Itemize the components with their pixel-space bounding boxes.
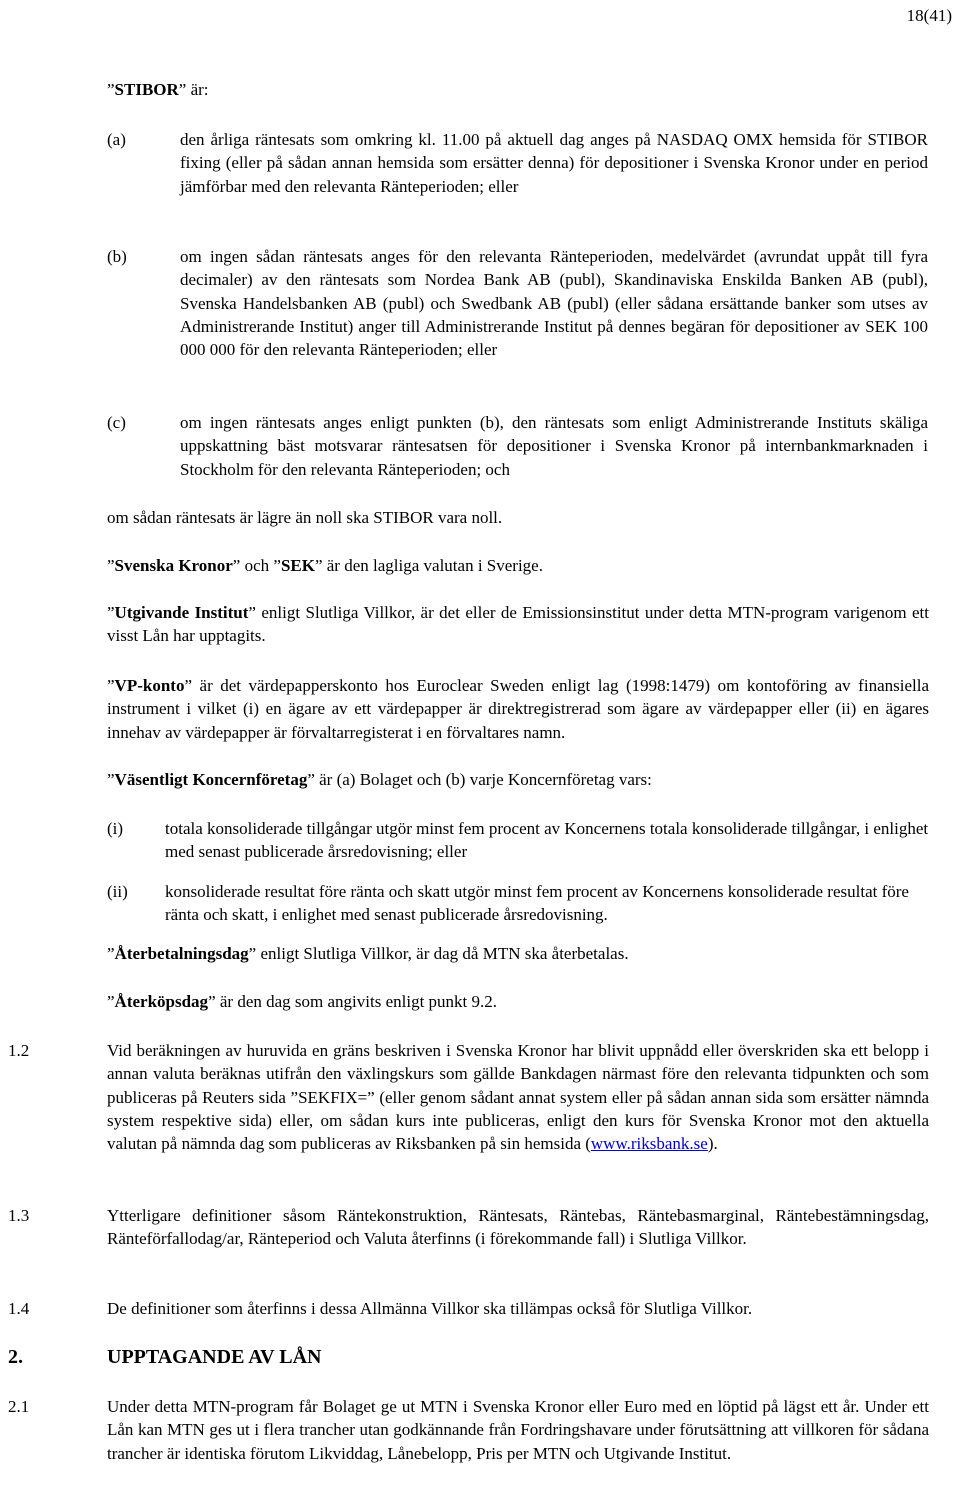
stibor-definition: ”STIBOR” är: [107,80,209,99]
aterkopsdag-term: Återköpsdag [114,992,209,1011]
svenska-kronor-and: och [240,556,274,575]
section-1-4-number: 1.4 [8,1299,30,1318]
aterbetalningsdag-rest: enligt Slutliga Villkor, är dag då MTN ska återbetalas. [256,944,629,963]
aterbetalningsdag-definition: ”Återbetalningsdag” enligt Slutliga Villkor, är dag då MTN ska återbetalas. [107,944,629,963]
stibor-item-c-label: (c) [107,413,126,432]
utgivande-institut-definition: ”Utgivande Institut” enligt Slutliga Villkor, är det eller de Emissionsinstitut under detta MTN-program varigenom ett visst Lån har upptagits. [107,603,929,646]
svenska-kronor-rest: är den lagliga valutan i Sverige. [322,556,543,575]
vp-konto-rest: är det värdepapperskonto hos Euroclear Sweden enligt lag (1998:1479) om kontoföring av finansiella instrument i vilket (i) en ägare av ett värdepapper är direktregistrerad som ägare av värdepapper eller (ii) en ägares innehav av värdepapper är förvaltarregisterat i en förvaltares namn. [107,676,929,742]
stibor-closing: om sådan räntesats är lägre än noll ska STIBOR vara noll. [107,508,503,527]
vasentligt-item-ii-text: konsoliderade resultat före ränta och skatt utgör minst fem procent av Koncernens konsoliderade resultat före ränta och skatt, i enlighet med senast publicerade årsredovisning. [165,882,909,925]
utgivande-institut-term: Utgivande Institut [114,603,249,622]
section-2-1-text: Under detta MTN-program får Bolaget ge ut MTN i Svenska Kronor eller Euro med en löptid på lägst ett år. Under ett Lån kan MTN ges ut i flera trancher utan godkännande från Fordringshavare under förutsättning att villkoren för sådana trancher är identiska förutom Likviddag, Lånebelopp, Pris per MTN och Utgivande Institut. [107,1397,929,1463]
stibor-item-b-label: (b) [107,247,127,266]
stibor-intro: är: [186,80,209,99]
section-1-3-text: Ytterligare definitioner såsom Räntekonstruktion, Räntesats, Räntebas, Räntebasmarginal, Räntebestämningsdag, Ränteförfallodag/ar, Ränteperiod och Valuta återfinns (i förekommande fall) i Slutliga Villkor. [107,1206,929,1249]
stibor-item-a-label: (a) [107,130,126,149]
stibor-item-c-text: om ingen räntesats anges enligt punkten (b), den räntesats som enligt Administrerande Instituts skäliga uppskattning bäst motsvarar räntesatsen för depositioner i Svenska Kronor på internbankmarknaden i Stockholm för den relevanta Ränteperioden; och [180,413,928,479]
section-1-2-number: 1.2 [8,1041,30,1060]
aterbetalningsdag-term: Återbetalningsdag [114,944,249,963]
stibor-item-a-text: den årliga räntesats som omkring kl. 11.00 på aktuell dag anges på NASDAQ OMX hemsida för STIBOR fixing (eller på sådan annan hemsida som ersätter denna) för depositioner i Svenska Kronor under en period jämförbar med den relevanta Ränteperioden; eller [180,130,928,196]
vasentligt-koncernforetag-rest: är (a) Bolaget och (b) varje Koncernföretag vars: [314,770,652,789]
riksbank-link[interactable]: www.riksbank.se [590,1134,708,1154]
stibor-term: STIBOR [114,80,179,99]
vasentligt-item-ii-label: (ii) [107,882,128,901]
sek-term: SEK [280,556,315,575]
vasentligt-koncernforetag-definition: ”Väsentligt Koncernföretag” är (a) Bolaget och (b) varje Koncernföretag vars: [107,770,652,789]
vasentligt-item-i-label: (i) [107,819,124,838]
vasentligt-koncernforetag-term: Väsentligt Koncernföretag [114,770,308,789]
vp-konto-term: VP-konto [114,676,185,695]
section-1-3-number: 1.3 [8,1206,30,1225]
aterkopsdag-definition: ”Återköpsdag” är den dag som angivits enligt punkt 9.2. [107,992,498,1011]
section-1-2-text [107,1039,929,1155]
aterkopsdag-rest: är den dag som angivits enligt punkt 9.2. [215,992,498,1011]
page-number: 18(41) [906,6,952,25]
section-1-2-body: Vid beräkningen av huruvida en gräns beskriven i Svenska Kronor har blivit uppnådd eller överskriden ska ett belopp i annan valuta beräknas utifrån den växlingskurs som gällde Bankdagen närmast före den relevanta tidpunkten och som publiceras på Reuters sida ”SEKFIX=” (eller genom sådant annat system eller på sådan annan sida som ersätter nämnda system respektive sida) eller, om sådan kurs inte publiceras, enligt den kurs för Svenska Kronor mot den aktuella valutan på nämnda dag som publiceras av Riksbanken på sin hemsida ( [107,1041,929,1154]
vp-konto-definition: ”VP-konto” är det värdepapperskonto hos Euroclear Sweden enligt lag (1998:1479) om kontoföring av finansiella instrument i vilket (i) en ägare av ett värdepapper är direktregistrerad som ägare av värdepapper eller (ii) en ägares innehav av värdepapper är förvaltarregisterat i en förvaltares namn. [107,676,929,742]
svenska-kronor-term: Svenska Kronor [114,556,233,575]
svenska-kronor-definition: ”Svenska Kronor” och ”SEK” är den lagliga valutan i Sverige. [107,556,543,575]
heading-2-title: UPPTAGANDE AV LÅN [107,1346,322,1368]
heading-2-number: 2. [8,1346,23,1368]
stibor-item-b-text: om ingen sådan räntesats anges för den relevanta Ränteperioden, medelvärdet (avrundat uppåt till fyra decimaler) av den räntesats som Nordea Bank AB (publ), Skandinaviska Enskilda Banken AB (publ), Svenska Handelsbanken AB (publ) och Swedbank AB (publ) (eller sådana ersättande banker som utses av Administrerande Institut) anger till Administrerande Institut på dennes begäran för depositioner av SEK 100 000 000 för den relevanta Ränteperioden; eller [180,247,928,360]
utgivande-institut-rest: enligt Slutliga Villkor, är det eller de Emissionsinstitut under detta MTN-program varigenom ett visst Lån har upptagits. [107,603,929,646]
section-2-1-number: 2.1 [8,1397,30,1416]
section-1-2-end: ). [707,1134,718,1154]
section-1-4-text: De definitioner som återfinns i dessa Allmänna Villkor ska tillämpas också för Slutliga Villkor. [107,1299,753,1318]
vasentligt-item-i-text: totala konsoliderade tillgångar utgör minst fem procent av Koncernens totala konsoliderade tillgångar, i enlighet med senast publicerade årsredovisning; eller [165,819,929,862]
